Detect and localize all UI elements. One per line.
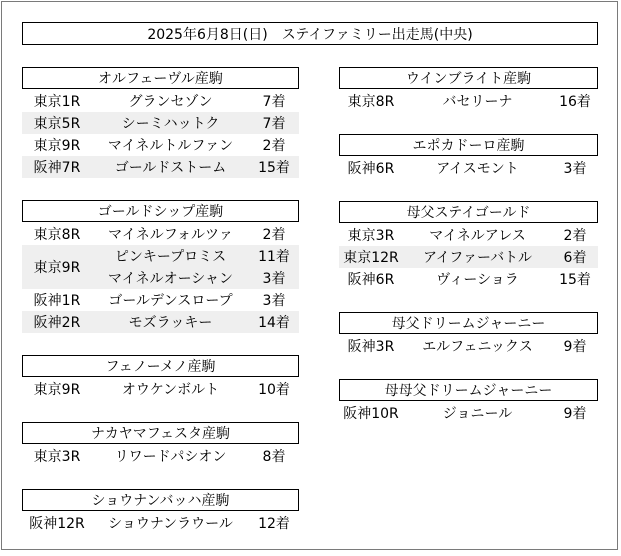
section-header: ウインブライト産駒 <box>339 67 598 89</box>
horse-cell: マイネルトルファン <box>107 138 234 154</box>
horse-cell: マイネルアレス <box>429 228 526 244</box>
table-row <box>22 156 299 178</box>
section-dam-sire-dream-journey <box>339 312 598 357</box>
section-header: 母父ドリームジャーニー <box>339 312 598 334</box>
right-column <box>339 67 598 446</box>
rank-cell: 6着 <box>563 250 587 266</box>
section-header: ショウナンバッハ産駒 <box>22 489 299 511</box>
rank-cell: 15着 <box>258 160 290 176</box>
horse-cell: バセリーナ <box>442 94 513 110</box>
rank-cell: 3着 <box>262 271 286 287</box>
section-epocadoro <box>339 134 598 179</box>
horse-cell: マイネルオーシャン <box>107 271 234 287</box>
rank-cell: 7着 <box>262 94 286 110</box>
rank-cell: 2着 <box>262 227 286 243</box>
race-cell: 阪神12R <box>29 516 85 532</box>
table-row <box>92 267 299 289</box>
table-row <box>339 268 598 290</box>
horse-cell: オウケンボルト <box>121 382 220 398</box>
race-cell: 東京12R <box>343 250 399 266</box>
horse-cell: ヴィーショラ <box>436 272 519 288</box>
rank-cell: 2着 <box>563 228 587 244</box>
race-cell: 東京3R <box>347 228 395 244</box>
horse-cell: ゴールデンスロープ <box>108 293 233 309</box>
rank-cell: 11着 <box>258 249 290 265</box>
race-cell: 阪神3R <box>347 339 395 355</box>
table-row <box>22 134 299 156</box>
race-cell: 東京8R <box>347 94 395 110</box>
rank-cell: 12着 <box>258 516 290 532</box>
table-row <box>22 289 299 311</box>
race-cell: 阪神6R <box>347 272 395 288</box>
section-gold-ship <box>22 200 299 333</box>
rank-cell: 8着 <box>262 449 286 465</box>
table-row <box>22 512 299 534</box>
table-row <box>339 335 598 357</box>
rank-cell: 2着 <box>262 138 286 154</box>
horse-cell: シーミハットク <box>121 116 220 132</box>
section-dam-sire-stay-gold <box>339 201 598 290</box>
table-row <box>339 157 598 179</box>
race-cell: 東京9R <box>33 382 81 398</box>
horse-cell: ゴールドストーム <box>114 160 227 176</box>
section-header: ゴールドシップ産駒 <box>22 200 299 222</box>
section-header: オルフェーヴル産駒 <box>22 67 299 89</box>
rank-cell: 14着 <box>258 315 290 331</box>
section-header: 母母父ドリームジャーニー <box>339 379 598 401</box>
horse-cell: リワードパシオン <box>114 449 227 465</box>
horse-cell: エルフェニックス <box>422 339 533 355</box>
horse-cell: グランセゾン <box>128 94 213 110</box>
race-cell: 東京9R <box>33 138 81 154</box>
section-granddam-sire-dream-journey <box>339 379 598 424</box>
left-column <box>22 67 299 556</box>
section-shonan-bach <box>22 489 299 534</box>
race-cell: 東京8R <box>33 227 81 243</box>
table-row <box>22 90 299 112</box>
table-row <box>22 378 299 400</box>
horse-cell: モズラッキー <box>128 315 213 331</box>
page-title: 2025年6月8日(日) ステイファミリー出走馬(中央) <box>22 22 598 45</box>
race-cell: 阪神1R <box>33 293 81 309</box>
rank-cell: 3着 <box>563 161 587 177</box>
section-orfevre <box>22 67 299 178</box>
horse-cell: ショウナンラウール <box>108 516 233 532</box>
race-cell: 阪神7R <box>33 160 81 176</box>
rank-cell: 3着 <box>262 293 286 309</box>
race-cell: 東京1R <box>33 94 81 110</box>
race-cell: 東京3R <box>33 449 81 465</box>
table-row <box>339 402 598 424</box>
rank-cell: 9着 <box>563 339 587 355</box>
horse-cell: マイネルフォルツァ <box>108 227 233 243</box>
section-fenomeno <box>22 355 299 400</box>
race-cell: 阪神10R <box>343 406 399 422</box>
merged-race-group <box>22 245 299 289</box>
table-row <box>22 223 299 245</box>
rank-cell: 16着 <box>559 94 591 110</box>
table-row <box>22 112 299 134</box>
horse-cell: アイファーバトル <box>422 250 533 266</box>
section-nakayama-festa <box>22 422 299 467</box>
race-cell: 東京5R <box>33 116 81 132</box>
horse-cell: ピンキープロミス <box>114 249 227 265</box>
rank-cell: 15着 <box>559 272 591 288</box>
rank-cell: 7着 <box>262 116 286 132</box>
table-row <box>22 445 299 467</box>
table-row <box>339 90 598 112</box>
race-cell: 阪神6R <box>347 161 395 177</box>
table-row <box>22 311 299 333</box>
rank-cell: 9着 <box>563 406 587 422</box>
section-header: 母父ステイゴールド <box>339 201 598 223</box>
rank-cell: 10着 <box>258 382 290 398</box>
section-header: エポカドーロ産駒 <box>339 134 598 156</box>
race-cell: 東京9R <box>22 245 92 289</box>
section-win-bright <box>339 67 598 112</box>
section-header: フェノーメノ産駒 <box>22 355 299 377</box>
race-cell: 阪神2R <box>33 315 81 331</box>
horse-cell: アイスモント <box>436 161 519 177</box>
section-header: ナカヤマフェスタ産駒 <box>22 422 299 444</box>
table-row <box>339 224 598 246</box>
table-row <box>339 246 598 268</box>
horse-cell: ジョニール <box>442 406 513 422</box>
table-row <box>92 245 299 267</box>
